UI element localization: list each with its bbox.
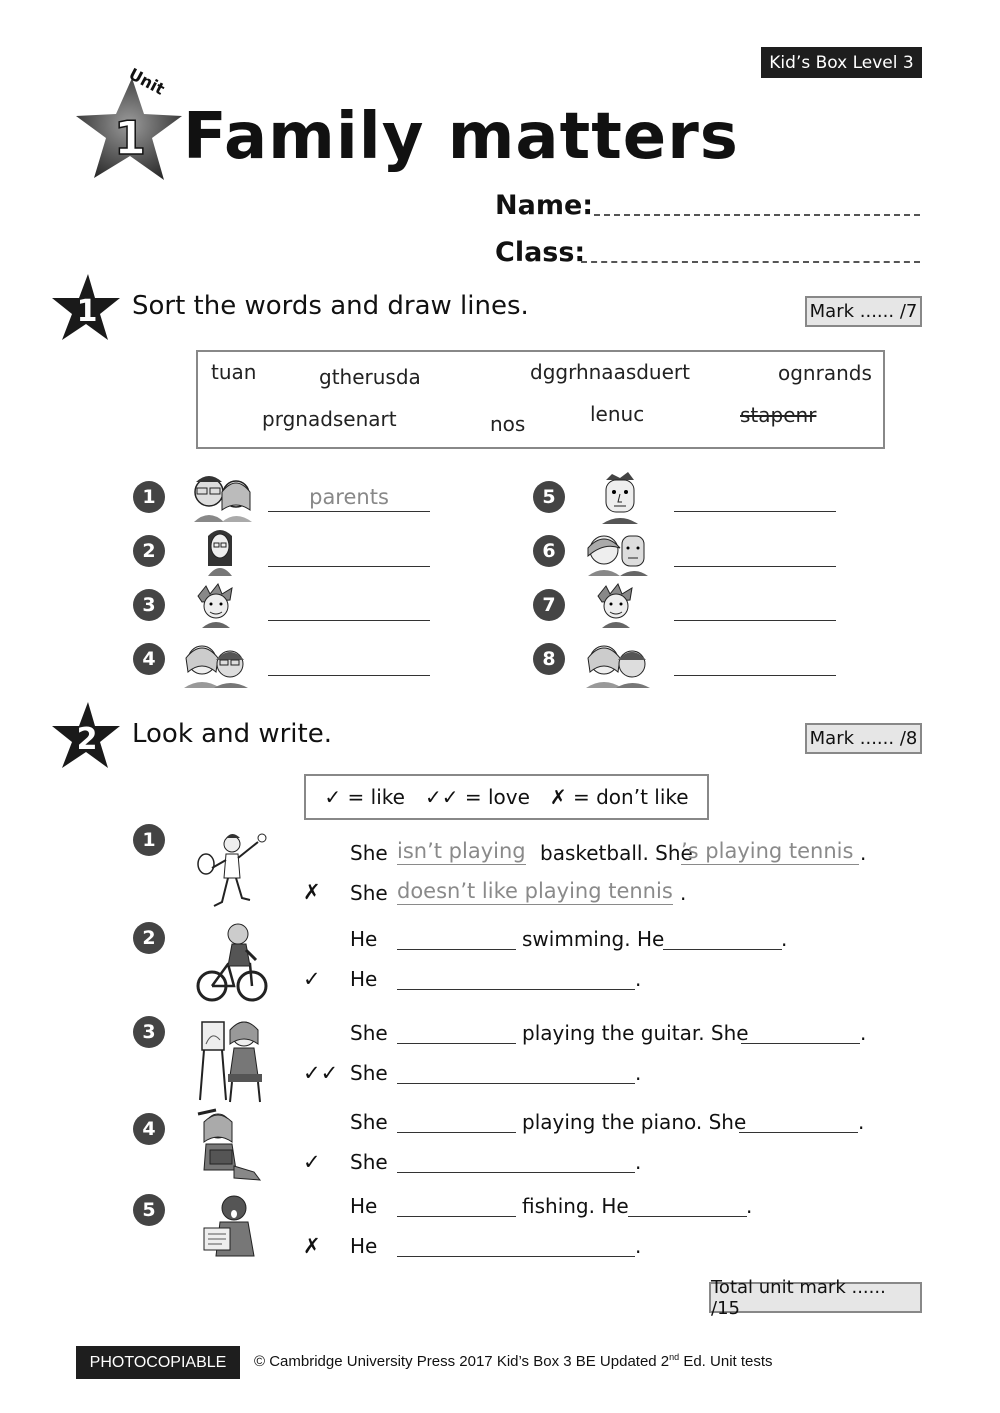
- exercise-5-line2-subject: He: [350, 1234, 378, 1258]
- section-2-number: 2: [76, 722, 98, 757]
- daughter-picture: [200, 526, 240, 576]
- item-8-number: 8: [533, 643, 565, 675]
- exercise-4-line2-blank[interactable]: [397, 1171, 635, 1173]
- exercise-5-line1-blank-b[interactable]: [628, 1215, 747, 1217]
- word-7: lenuc: [590, 402, 645, 426]
- exercise-1-number: 1: [133, 824, 165, 856]
- exercise-2-line2-blank[interactable]: [397, 988, 635, 990]
- item-4-answer-line[interactable]: [268, 674, 430, 676]
- item-5-number: 5: [533, 481, 565, 513]
- item-5-answer-line[interactable]: [674, 510, 836, 512]
- name-field[interactable]: [594, 214, 920, 216]
- cycling-man-picture: [194, 920, 270, 1006]
- exercise-1-line1-text: basketball. She: [540, 841, 693, 865]
- exercise-3-symbol: ✓✓: [303, 1061, 339, 1085]
- copyright-text: [254, 1352, 773, 1370]
- exercise-1-line1-answer-b: ’s playing tennis: [681, 838, 859, 865]
- legend-like: ✓ = like: [324, 785, 405, 809]
- exercise-1-line1-answer-a: isn’t playing: [397, 839, 526, 863]
- exercise-4-line1-subject: She: [350, 1110, 388, 1134]
- section-2-mark: Mark ...... /8: [805, 723, 922, 754]
- item-2-number: 2: [133, 535, 165, 567]
- exercise-2-line2-subject: He: [350, 967, 378, 991]
- copyright-text-b: Ed. Unit tests: [679, 1353, 773, 1370]
- item-1-answer-line[interactable]: [268, 510, 430, 512]
- word-6: nos: [490, 412, 526, 436]
- exercise-5-line1-period: .: [746, 1194, 753, 1218]
- parents-picture: [190, 470, 256, 522]
- exercise-3-line1-blank-b[interactable]: [741, 1042, 860, 1044]
- singing-boy-picture: [200, 1192, 262, 1258]
- reading-girl-picture: [194, 1108, 266, 1182]
- exercise-4-line1-period: .: [858, 1110, 865, 1134]
- painting-girl-picture: [196, 1014, 266, 1104]
- word-4: ognrands: [778, 361, 872, 385]
- legend-dont-like: ✗ = don’t like: [549, 785, 689, 809]
- item-8-answer-line[interactable]: [674, 674, 836, 676]
- exercise-5-number: 5: [133, 1194, 165, 1226]
- exercise-4-symbol: ✓: [303, 1150, 321, 1174]
- word-box: [196, 350, 885, 449]
- item-7-number: 7: [533, 589, 565, 621]
- tennis-girl-picture: [192, 830, 272, 912]
- exercise-4-line1-blank-a[interactable]: [397, 1131, 516, 1133]
- symbol-legend: [304, 774, 709, 820]
- name-label: Name:: [495, 190, 594, 221]
- level-badge: Kid’s Box Level 3: [761, 47, 922, 78]
- word-2: gtherusda: [319, 365, 421, 389]
- exercise-2-line1-period: .: [781, 927, 788, 951]
- grandparents-couple-picture: [584, 528, 650, 576]
- exercise-5-line2-period: .: [635, 1234, 642, 1258]
- exercise-3-number: 3: [133, 1016, 165, 1048]
- exercise-4-number: 4: [133, 1113, 165, 1145]
- copyright-text-a: © Cambridge University Press 2017 Kid’s Box 3 BE Updated 2: [254, 1353, 670, 1370]
- unit-label: Unit: [125, 64, 168, 99]
- item-1-number: 1: [133, 481, 165, 513]
- item-3-number: 3: [133, 589, 165, 621]
- exercise-2-line1-subject: He: [350, 927, 378, 951]
- exercise-2-line1-blank-a[interactable]: [397, 948, 516, 950]
- exercise-4-line1-text: playing the piano. She: [522, 1110, 747, 1134]
- section-1-star-icon: [50, 272, 122, 344]
- section-2-title: Look and write.: [132, 719, 332, 749]
- exercise-2-number: 2: [133, 922, 165, 954]
- section-2-star-icon: [50, 700, 122, 772]
- item-7-answer-line[interactable]: [674, 619, 836, 621]
- item-1-answer: parents: [309, 485, 389, 509]
- uncle-picture: [598, 472, 644, 524]
- exercise-1-line2-subject: She: [350, 881, 388, 905]
- exercise-4-line2-period: .: [635, 1150, 642, 1174]
- exercise-5-line1-text: fishing. He: [522, 1194, 629, 1218]
- grandchildren-picture: [582, 636, 654, 688]
- section-1-mark: Mark ...... /7: [805, 296, 922, 327]
- exercise-5-symbol: ✗: [303, 1234, 321, 1258]
- exercise-1-symbol: ✗: [303, 880, 321, 904]
- page-title: Family matters: [183, 100, 739, 174]
- item-4-number: 4: [133, 643, 165, 675]
- section-1-title: Sort the words and draw lines.: [132, 291, 529, 321]
- word-1: tuan: [211, 360, 257, 384]
- class-label: Class:: [495, 237, 586, 268]
- exercise-4-line2-subject: She: [350, 1150, 388, 1174]
- exercise-1-line2-period: .: [680, 881, 687, 905]
- exercise-2-line1-blank-b[interactable]: [663, 948, 782, 950]
- unit-star-icon: [70, 70, 190, 190]
- exercise-3-line1-period: .: [860, 1021, 867, 1045]
- exercise-2-symbol: ✓: [303, 967, 321, 991]
- exercise-5-line2-blank[interactable]: [397, 1255, 635, 1257]
- exercise-2-line1-text: swimming. He: [522, 927, 665, 951]
- exercise-2-line2-period: .: [635, 967, 642, 991]
- word-5: prgnadsenart: [262, 407, 397, 431]
- son-picture: [192, 582, 242, 628]
- section-1-number: 1: [76, 294, 98, 329]
- boy-picture: [592, 582, 642, 628]
- exercise-3-line1-text: playing the guitar. She: [522, 1021, 749, 1045]
- class-field[interactable]: [581, 261, 920, 263]
- photocopiable-badge: PHOTOCOPIABLE: [76, 1346, 240, 1379]
- exercise-3-line2-blank[interactable]: [397, 1082, 635, 1084]
- exercise-5-line1-subject: He: [350, 1194, 378, 1218]
- legend-love: ✓✓ = love: [424, 785, 530, 809]
- exercise-4-line1-blank-b[interactable]: [739, 1131, 858, 1133]
- item-6-number: 6: [533, 535, 565, 567]
- unit-number: 1: [113, 111, 147, 165]
- grandparents-picture: [180, 636, 252, 688]
- word-3: dggrhnaasduert: [530, 360, 690, 384]
- copyright-sup: nd: [669, 1352, 680, 1362]
- exercise-1-line1-period: .: [860, 841, 867, 865]
- word-8-crossed: stapenr: [740, 403, 817, 427]
- item-6-answer-line[interactable]: [674, 565, 836, 567]
- exercise-3-line1-blank-a[interactable]: [397, 1042, 516, 1044]
- item-3-answer-line[interactable]: [268, 619, 430, 621]
- exercise-3-line1-subject: She: [350, 1021, 388, 1045]
- exercise-1-line2-answer: doesn’t like playing tennis: [397, 879, 673, 903]
- item-2-answer-line[interactable]: [268, 565, 430, 567]
- exercise-5-line1-blank-a[interactable]: [397, 1215, 516, 1217]
- exercise-3-line2-period: .: [635, 1061, 642, 1085]
- total-unit-mark: Total unit mark ...... /15: [709, 1282, 922, 1313]
- exercise-1-line1-subject: She: [350, 841, 388, 865]
- exercise-3-line2-subject: She: [350, 1061, 388, 1085]
